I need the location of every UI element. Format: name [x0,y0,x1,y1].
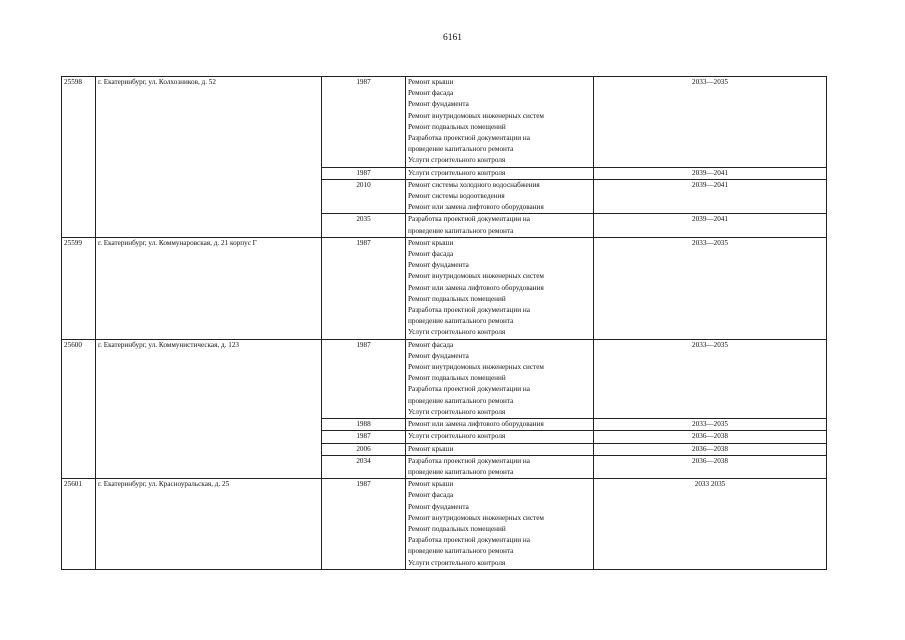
works-cell [406,214,594,237]
work-item: Ремонт внутридомовых инженерных систем [408,111,544,120]
page-number: 6161 [443,33,462,43]
period-cell: 2033—2035 [594,77,827,168]
period-cell: 2033—2035 [594,237,827,339]
capital-repair-table [61,76,827,570]
work-item: Услуги строительного контроля [408,558,506,567]
works-cell [406,339,594,418]
works-cell [406,479,594,570]
work-item: Ремонт или замена лифтового оборудования [408,203,544,212]
work-item: Ремонт фундамента [408,261,469,270]
table-row [62,77,827,168]
work-item: Ремонт внутридомовых инженерных систем [408,272,544,281]
work-item: Ремонт крыши [408,444,454,453]
works-cell [406,179,594,214]
work-item: Ремонт или замена лифтового оборудования [408,420,544,429]
works-cell [406,455,594,478]
work-item: Ремонт подвальных помещений [408,122,506,131]
year-cell: 2034 [322,455,406,478]
building-address: г. Екатеринбург, ул. Коммунаровская, д. 21 корпус Г [96,237,322,339]
work-item: Разработка проектной документации на [408,215,530,224]
work-item: Разработка проектной документации на [408,456,530,465]
period-cell: 2036—2038 [594,455,827,478]
work-item: Ремонт крыши [408,238,454,247]
work-item: проведение капитального ремонта [408,396,514,405]
work-item: проведение капитального ремонта [408,467,514,476]
building-address: г. Екатеринбург, ул. Красноуральская, д. 25 [96,479,322,570]
works-cell [406,237,594,339]
table-row [62,339,827,418]
table-row [62,237,827,339]
year-cell: 1987 [322,167,406,179]
works-cell [406,443,594,455]
work-item: Услуги строительного контроля [408,432,506,441]
year-cell: 1987 [322,339,406,418]
record-number: 25598 [62,77,96,238]
work-item: Разработка проектной документации на [408,385,530,394]
work-item: Ремонт системы водоотведения [408,192,505,201]
work-item: Ремонт внутридомовых инженерных систем [408,513,544,522]
period-cell: 2033 2035 [594,479,827,570]
work-item: проведение капитального ремонта [408,226,514,235]
period-cell: 2033—2035 [594,419,827,431]
period-cell: 2036—2038 [594,431,827,443]
table-body [62,77,827,570]
works-cell [406,77,594,168]
work-item: Ремонт системы холодного водоснабжения [408,180,540,189]
year-cell: 1988 [322,419,406,431]
work-item: Ремонт крыши [408,480,454,489]
works-cell [406,431,594,443]
work-item: Ремонт или замена лифтового оборудования [408,283,544,292]
work-item: Ремонт фундамента [408,502,469,511]
work-item: Разработка проектной документации на [408,134,530,143]
work-item: Ремонт фасада [408,491,454,500]
work-item: Услуги строительного контроля [408,328,506,337]
period-cell: 2039—2041 [594,214,827,237]
work-item: Услуги строительного контроля [408,156,506,165]
table-row [62,479,827,570]
year-cell: 2006 [322,443,406,455]
building-address: г. Екатеринбург, ул. Колхозников, д. 52 [96,77,322,238]
year-cell: 1987 [322,431,406,443]
work-item: проведение капитального ремонта [408,547,514,556]
work-item: Услуги строительного контроля [408,168,506,177]
work-item: проведение капитального ремонта [408,145,514,154]
work-item: Ремонт подвальных помещений [408,294,506,303]
period-cell: 2036—2038 [594,443,827,455]
work-item: Ремонт фундамента [408,100,469,109]
work-item: Разработка проектной документации на [408,536,530,545]
year-cell: 2035 [322,214,406,237]
work-item: Ремонт подвальных помещений [408,374,506,383]
work-item: Разработка проектной документации на [408,306,530,315]
building-address: г. Екатеринбург, ул. Коммунистическая, д. 123 [96,339,322,478]
work-item: Ремонт фундамента [408,351,469,360]
record-number: 25600 [62,339,96,478]
works-cell [406,167,594,179]
work-item: проведение капитального ремонта [408,317,514,326]
year-cell: 1987 [322,479,406,570]
period-cell: 2039—2041 [594,179,827,214]
work-item: Ремонт фасада [408,250,454,259]
work-item: Услуги строительного контроля [408,407,506,416]
period-cell: 2033—2035 [594,339,827,418]
record-number: 25599 [62,237,96,339]
work-item: Ремонт подвальных помещений [408,524,506,533]
works-cell [406,419,594,431]
work-item: Ремонт крыши [408,78,454,86]
year-cell: 1987 [322,237,406,339]
work-item: Ремонт внутридомовых инженерных систем [408,363,544,372]
work-item: Ремонт фасада [408,89,454,98]
period-cell: 2039—2041 [594,167,827,179]
work-item: Ремонт фасада [408,340,454,349]
year-cell: 1987 [322,77,406,168]
record-number: 25601 [62,479,96,570]
year-cell: 2010 [322,179,406,214]
